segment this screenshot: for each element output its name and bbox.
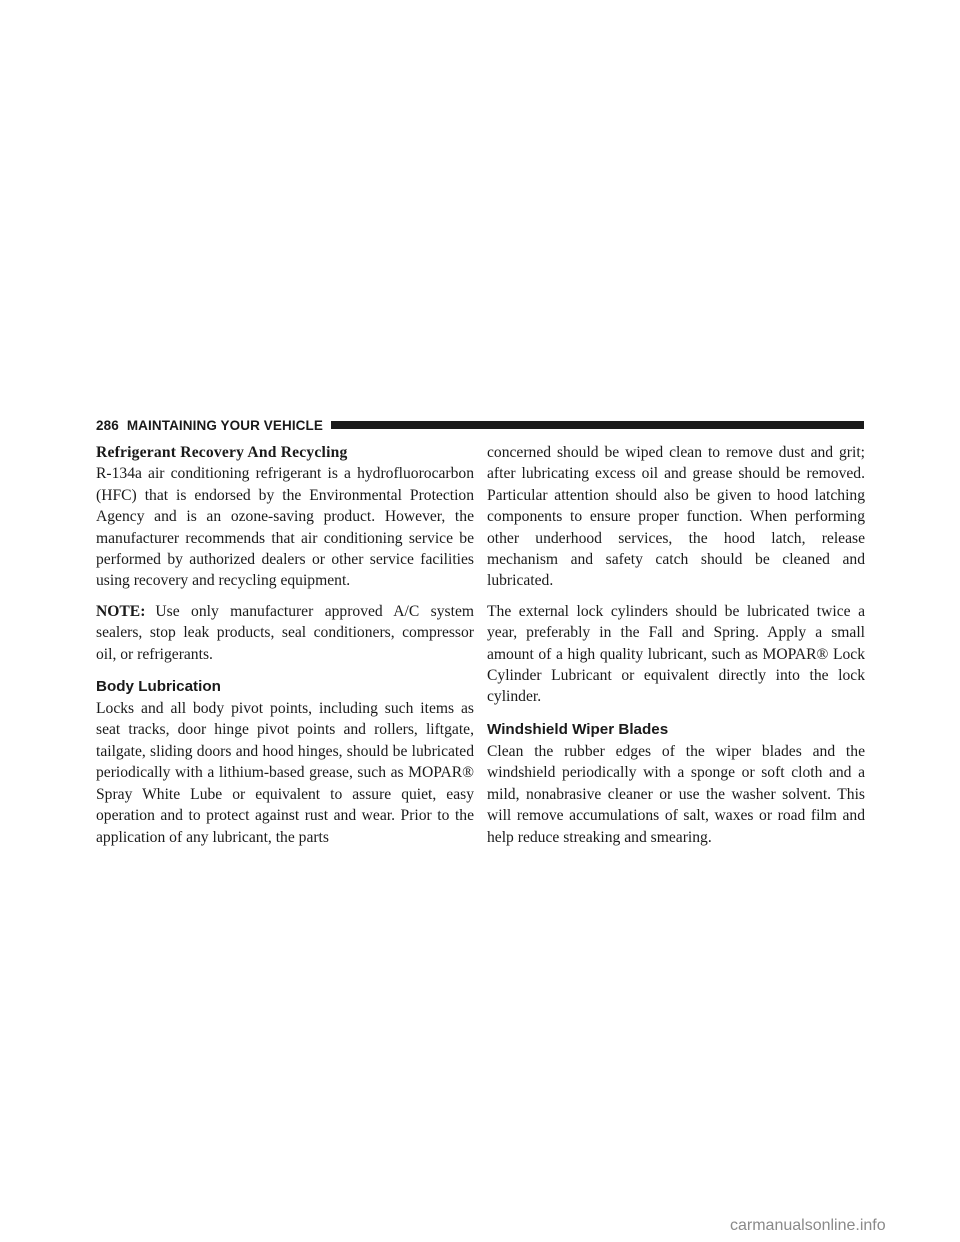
page-header <box>96 415 864 435</box>
note-paragraph <box>96 601 474 665</box>
right-column <box>487 442 865 857</box>
header-rule <box>331 421 864 429</box>
paragraph-body-lubrication: Locks and all body pivot points, including such items as seat tracks, door hinge pivot points and rollers, liftgate, tailgate, sliding doors and hood hinges, should be lubricated periodically with a lithium-based grease, such as MOPAR® Spray White Lube or equivalent to assure quiet, easy operation and to protect against rust and wear. Prior to the application of any lubricant, the parts <box>96 700 474 846</box>
paragraph-refrigerant: R-134a air conditioning refrigerant is a hydrofluorocarbon (HFC) that is endorsed by the Environmental Protection Agency and is an ozone-saving product. However, the manufacturer recommends that air conditioning service be performed by authorized dealers or other service facilities using recovery and recycling equipment. <box>96 465 474 590</box>
left-column <box>96 442 474 857</box>
heading-wiper-blades: Windshield Wiper Blades <box>487 720 669 738</box>
note-text: Use only manufacturer approved A/C system sealers, stop leak products, seal conditioners, compressor oil, or refrigerants. <box>96 602 474 663</box>
note-label: NOTE: <box>96 602 146 620</box>
paragraph-wiper-blades: Clean the rubber edges of the wiper blades and the windshield periodically with a sponge or soft cloth and a mild, nonabrasive cleaner or use the washer solvent. This will remove accumulations of salt, waxes or road film and help reduce streaking and smearing. <box>487 742 865 846</box>
watermark: carmanualsonline.info <box>730 1217 886 1234</box>
paragraph-parts-cleaning: concerned should be wiped clean to remove dust and grit; after lubricating excess oil and grease should be removed. Particular attention should also be given to hood latching components to ensure proper function. When performing other underhood services, the hood latch, release mechanism and safety catch should be cleaned and lubricated. <box>487 444 865 590</box>
page-number: 286 <box>96 417 119 433</box>
paragraph-lock-cylinders: The external lock cylinders should be lubricated twice a year, preferably in the Fall and Spring. Apply a small amount of a high quality lubricant, such as MOPAR® Lock Cylinder Lubricant or equivalent directly into the lock cylinder. <box>487 602 865 706</box>
heading-body-lubrication: Body Lubrication <box>96 678 221 696</box>
heading-refrigerant-recovery: Refrigerant Recovery And Recycling <box>96 444 348 461</box>
section-title: MAINTAINING YOUR VEHICLE <box>126 417 323 433</box>
